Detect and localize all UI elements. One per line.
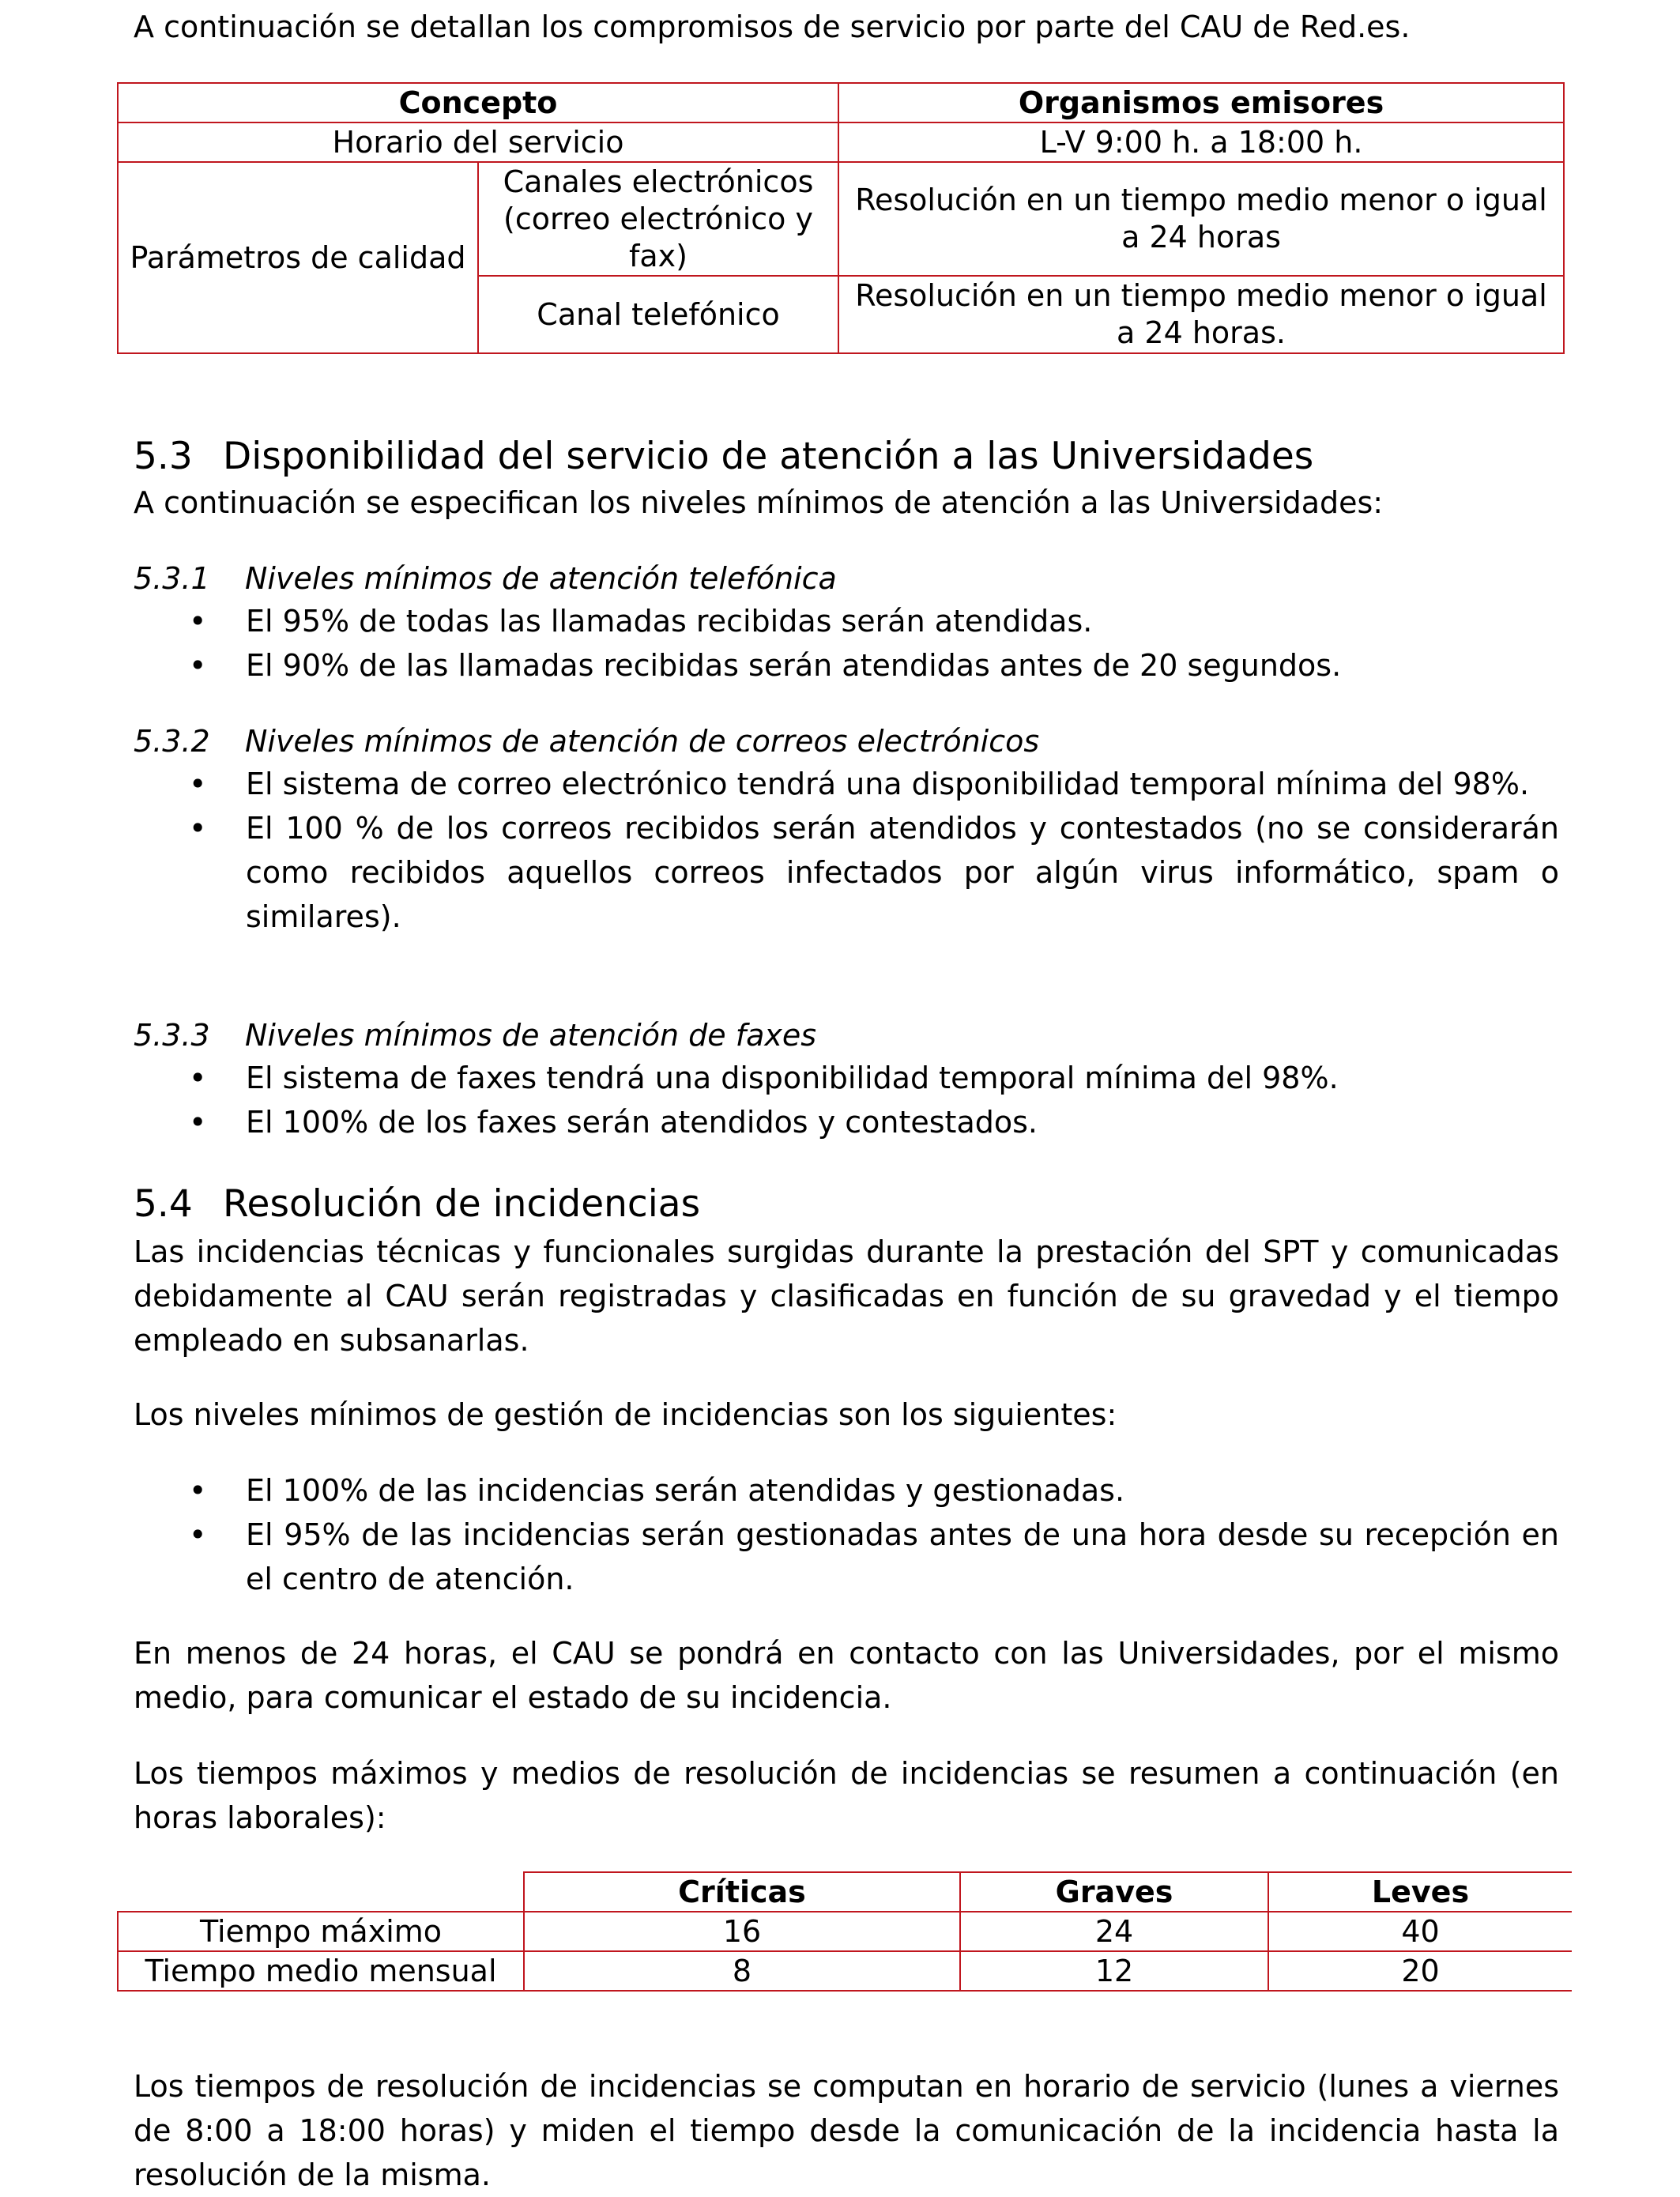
list-item-text: El 100% de los faxes serán atendidos y contestados. [246, 1105, 1038, 1140]
horario-label: Horario del servicio [118, 122, 838, 162]
section-number: 5.3 [134, 435, 193, 478]
incident-levels-list [134, 1468, 1559, 1601]
header-graves: Graves [960, 1872, 1268, 1912]
section-number: 5.4 [134, 1182, 193, 1226]
section-title: Disponibilidad del servicio de atención a las Universidades [223, 435, 1314, 478]
subsection-title: Niveles mínimos de atención de faxes [245, 1018, 817, 1053]
list-item-text: El 95% de todas las llamadas recibidas serán atendidas. [246, 604, 1093, 639]
list-item [134, 762, 1559, 806]
value-cell: 16 [524, 1912, 960, 1951]
fax-levels-list [134, 1056, 1559, 1144]
table-row [118, 1951, 1572, 1991]
list-item-text: El 90% de las llamadas recibidas serán atendidas antes de 20 segundos. [246, 648, 1342, 683]
value-cell: 40 [1268, 1912, 1572, 1951]
section-5-4-heading [134, 1181, 1559, 1228]
value-cell: 20 [1268, 1951, 1572, 1991]
list-item-text: El 95% de las incidencias serán gestionadas antes de una hora desde su recepción en el centro de atención. [246, 1517, 1559, 1596]
list-item-text: El 100 % de los correos recibidos serán atendidos y contestados (no se considerarán como recibidos aquellos correos infectados por algún virus informático, spam o similares). [246, 811, 1559, 934]
value-cell: 24 [960, 1912, 1268, 1951]
bullet-icon: • [189, 1105, 207, 1140]
header-criticas: Críticas [524, 1872, 960, 1912]
paragraph-niveles: Los niveles mínimos de gestión de incidencias son los siguientes: [134, 1397, 1117, 1432]
canales-value: Resolución en un tiempo medio menor o igual a 24 horas [838, 162, 1564, 276]
header-organismos: Organismos emisores [838, 83, 1564, 122]
section-5-3-heading [134, 433, 1559, 480]
telefonico-value: Resolución en un tiempo medio menor o igual a 24 horas. [838, 276, 1564, 353]
list-item [134, 643, 1559, 688]
value-cell: 12 [960, 1951, 1268, 1991]
horario-value: L-V 9:00 h. a 18:00 h. [838, 122, 1564, 162]
bullet-icon: • [189, 1061, 207, 1095]
row-label: Tiempo medio mensual [118, 1951, 524, 1991]
subsection-number: 5.3.2 [134, 724, 210, 759]
list-item [134, 1468, 1559, 1513]
header-concepto: Concepto [118, 83, 838, 122]
list-item [134, 1513, 1559, 1601]
bullet-icon: • [189, 767, 207, 801]
list-item [134, 806, 1559, 939]
paragraph-incidencias: Las incidencias técnicas y funcionales surgidas durante la prestación del SPT y comunicadas debidamente al CAU serán registradas y clasificadas en función de su gravedad y el tiempo empleado en subsanarlas. [134, 1234, 1559, 1358]
list-item-text: El sistema de correo electrónico tendrá una disponibilidad temporal mínima del 98%. [246, 767, 1530, 801]
intro-paragraph: A continuación se detallan los compromisos de servicio por parte del CAU de Red.es. [134, 9, 1411, 44]
list-item [134, 1100, 1559, 1144]
email-levels-list [134, 762, 1559, 939]
phone-levels-list [134, 599, 1559, 688]
section-5-3-1-heading [134, 556, 1559, 601]
header-leves: Leves [1268, 1872, 1572, 1912]
paragraph-tiempos: Los tiempos máximos y medios de resolución de incidencias se resumen a continuación (en horas laborales): [134, 1756, 1559, 1835]
subsection-number: 5.3.3 [134, 1018, 210, 1053]
subsection-title: Niveles mínimos de atención de correos electrónicos [245, 724, 1040, 759]
list-item [134, 599, 1559, 643]
section-5-3-2-heading [134, 719, 1559, 763]
canales-label: Canales electrónicos (correo electrónico y fax) [478, 162, 838, 276]
bullet-icon: • [189, 604, 207, 639]
section-5-3-intro: A continuación se especifican los niveles mínimos de atención a las Universidades: [134, 485, 1384, 520]
subsection-number: 5.3.1 [134, 561, 210, 596]
service-commitments-table [117, 82, 1565, 354]
telefonico-label: Canal telefónico [478, 276, 838, 353]
subsection-title: Niveles mínimos de atención telefónica [245, 561, 837, 596]
paragraph-contacto: En menos de 24 horas, el CAU se pondrá en contacto con las Universidades, por el mismo medio, para comunicar el estado de su incidencia. [134, 1636, 1559, 1715]
list-item-text: El sistema de faxes tendrá una disponibilidad temporal mínima del 98%. [246, 1061, 1339, 1095]
bullet-icon: • [189, 1517, 207, 1552]
empty-corner-cell [118, 1872, 524, 1912]
list-item [134, 1056, 1559, 1100]
resolution-times-table [117, 1871, 1572, 1992]
list-item-text: El 100% de las incidencias serán atendidas y gestionadas. [246, 1473, 1125, 1508]
parametros-label: Parámetros de calidad [118, 162, 478, 353]
bullet-icon: • [189, 1473, 207, 1508]
bullet-icon: • [189, 811, 207, 846]
section-title: Resolución de incidencias [223, 1182, 701, 1226]
row-label: Tiempo máximo [118, 1912, 524, 1951]
section-5-3-3-heading [134, 1013, 1559, 1057]
paragraph-computo: Los tiempos de resolución de incidencias se computan en horario de servicio (lunes a viernes de 8:00 a 18:00 horas) y miden el tiempo desde la comunicación de la incidencia hasta la resolución de la misma. [134, 2069, 1559, 2192]
bullet-icon: • [189, 648, 207, 683]
value-cell: 8 [524, 1951, 960, 1991]
table-row [118, 1912, 1572, 1951]
